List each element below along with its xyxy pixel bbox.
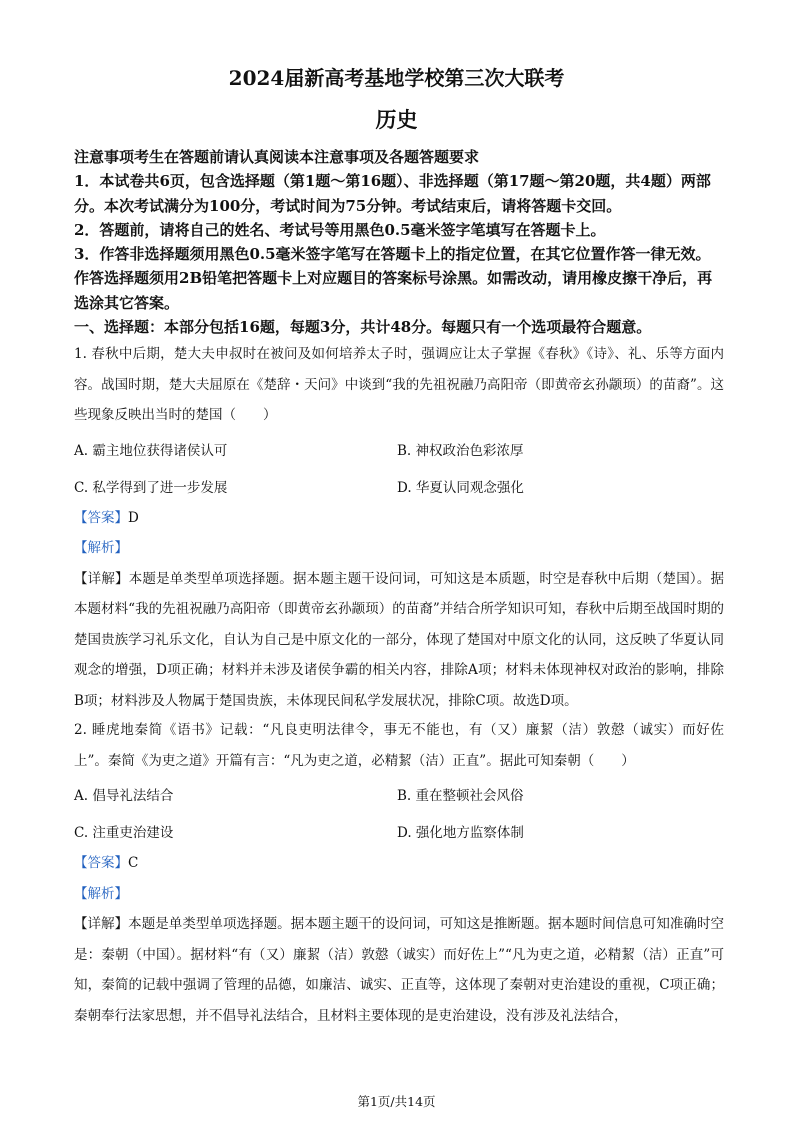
detail-tag: 【详解】 xyxy=(74,570,129,587)
notes-item: 1．本试卷共6页，包含选择题（第1题～第16题）、非选择题（第17题～第20题，共4题）两部分。本次考试满分为100分，考试时间为75分钟。考试结束后，请将答题卡交回。 xyxy=(74,172,711,215)
notes-heading: 注意事项考生在答题前请认真阅读本注意事项及各题答题要求 xyxy=(74,148,480,166)
answer-tag: 【答案】 xyxy=(74,855,128,871)
question-stem: 2. 睡虎地秦简《语书》记载：“凡良吏明法律令，事无不能也，有（又）廉絜（洁）敦慤（诚实）而好佐上”。秦简《为吏之道》开篇有言：“凡为吏之道，必精絜（洁）正直”。据此可知秦朝（ ） xyxy=(74,722,724,769)
exam-title: 2024届新高考基地学校第三次大联考 xyxy=(228,66,565,90)
option-a: A. 倡导礼法结合 xyxy=(74,788,174,804)
detail-paragraph xyxy=(74,564,724,717)
notes-item: 3．作答非选择题须用黑色0.5毫米签字笔写在答题卡上的指定位置，在其它位置作答一律无效。作答选择题须用2B铅笔把答题卡上对应题目的答案标号涂黑。如需改动，请用橡皮擦干净后，再选涂其它答案。 xyxy=(74,245,713,312)
answer-line xyxy=(74,848,724,879)
detail-paragraph xyxy=(74,909,724,1031)
question-stem: 1. 春秋中后期，楚大夫申叔时在被问及如何培养太子时，强调应让太子掌握《春秋》《诗》、礼、乐等方面内容。战国时期，楚大夫屈原在《楚辞・天问》中谈到“我的先祖祝融乃高阳帝（即黄帝玄孙颛顼）的苗裔”。这些现象反映出当时的楚国（ ） xyxy=(74,346,724,423)
subject-title: 历史 xyxy=(375,107,418,132)
option-c: C. 注重吏治建设 xyxy=(74,825,174,841)
option-c: C. 私学得到了进一步发展 xyxy=(74,479,228,496)
option-d: D. 强化地方监察体制 xyxy=(397,825,524,841)
question-1 xyxy=(74,339,724,716)
answer-value: D xyxy=(128,509,139,526)
option-a: A. 霸主地位获得诸侯认可 xyxy=(74,442,228,459)
detail-text: 本题是单类型单项选择题。据本题主题干的设问词，可知这是推断题。据本题时间信息可知准确时空是：秦朝（中国）。据材料“有（又）廉絜（洁）敦慤（诚实）而好佐上”“凡为吏之道，必精絜（洁）正直”可知，秦简的记载中强调了管理的品德，如廉洁、诚实、正直等，这体现了秦朝对吏治建设的重视，C项正确；秦朝奉行法家思想，并不倡导礼法结合，且材料主要体现的是吏治建设，没有涉及礼法结合， xyxy=(74,916,725,1024)
notes-item: 2．答题前，请将自己的姓名、考试号等用黑色0.5毫米签字笔填写在答题卡上。 xyxy=(74,220,606,239)
answer-line xyxy=(74,503,724,534)
analysis-tag: 【解析】 xyxy=(74,885,128,902)
question-options xyxy=(74,776,724,848)
option-b: B. 重在整顿社会风俗 xyxy=(397,788,524,804)
page-footer: 第1页/共14页 xyxy=(357,1094,436,1109)
section-heading: 一、选择题：本部分包括16题，每题3分，共计48分。每题只有一个选项最符合题意。 xyxy=(74,318,652,337)
option-b: B. 神权政治色彩浓厚 xyxy=(397,442,524,459)
answer-tag: 【答案】 xyxy=(74,509,128,526)
answer-value: C xyxy=(128,855,139,871)
detail-text: 本题是单类型单项选择题。据本题主题干设问词，可知这是本质题，时空是春秋中后期（楚国）。据本题材料“我的先祖祝融乃高阳帝（即黄帝玄孙颛顼）的苗裔”并结合所学知识可知，春秋中后期至战国时期的楚国贵族学习礼乐文化，自认为自己是中原文化的一部分，体现了楚国对中原文化的认同，这反映了华夏认同观念的增强，D项正确；材料并未涉及诸侯争霸的相关内容，排除A项；材料未体现神权对政治的影响，排除B项；材料涉及人物属于楚国贵族，未体现民间私学发展状况，排除C项。故选D项。 xyxy=(74,570,725,709)
exam-notes xyxy=(74,145,724,339)
detail-tag: 【详解】 xyxy=(74,916,129,932)
analysis-tag: 【解析】 xyxy=(74,540,128,556)
option-d: D. 华夏认同观念强化 xyxy=(397,479,524,496)
question-2 xyxy=(74,715,724,1031)
question-options xyxy=(74,431,724,503)
